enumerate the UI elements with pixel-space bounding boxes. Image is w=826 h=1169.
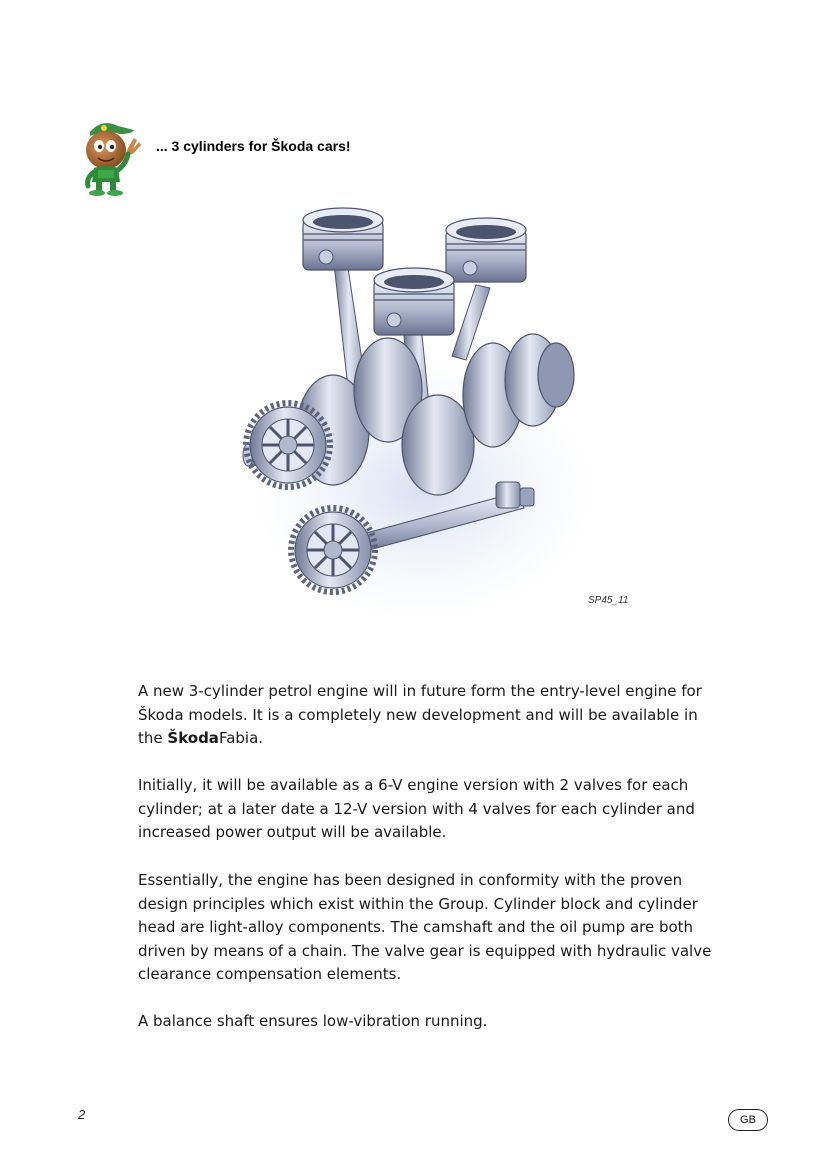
piston-left [303,208,383,270]
brand-name: Škoda [167,729,219,747]
paragraph-balance-shaft: A balance shaft ensures low-vibration running. [138,1012,488,1030]
paragraph-engine-versions: Initially, it will be available as a 6-V engine version with 2 valves for each cylinder; at a later date a 12-V version with 4 valves for each cylinder and increased power output will be available. [138,776,695,841]
language-badge: GB [728,1109,768,1131]
paragraph-introduction-text: A new 3-cylinder petrol engine will in future form the entry-level engine for Škoda models. It is a completely new development and will be available in the [138,682,702,747]
balance-shaft-sprocket [291,508,375,592]
model-name: Fabia. [218,729,264,747]
figure-reference-code: SP45_11 [588,595,629,606]
engine-crankshaft-illustration [238,200,588,620]
paragraph-design-principles: Essentially, the engine has been designed in conformity with the proven design principles which exist within the Group. Cylinder block and cylinder head are light-alloy components. The camshaft and the oil pump are both driven by means of a chain. The valve gear is equipped with hydraulic valve clearance compensation elements. [138,871,712,983]
paragraph-introduction [138,680,718,751]
piston-middle [374,268,454,335]
section-headline: ... 3 cylinders for Škoda cars! [156,138,351,154]
crankshaft-sprocket [246,403,330,487]
mascot-illustration [76,116,148,196]
page-number: 2 [78,1107,86,1122]
piston-right [446,218,526,282]
